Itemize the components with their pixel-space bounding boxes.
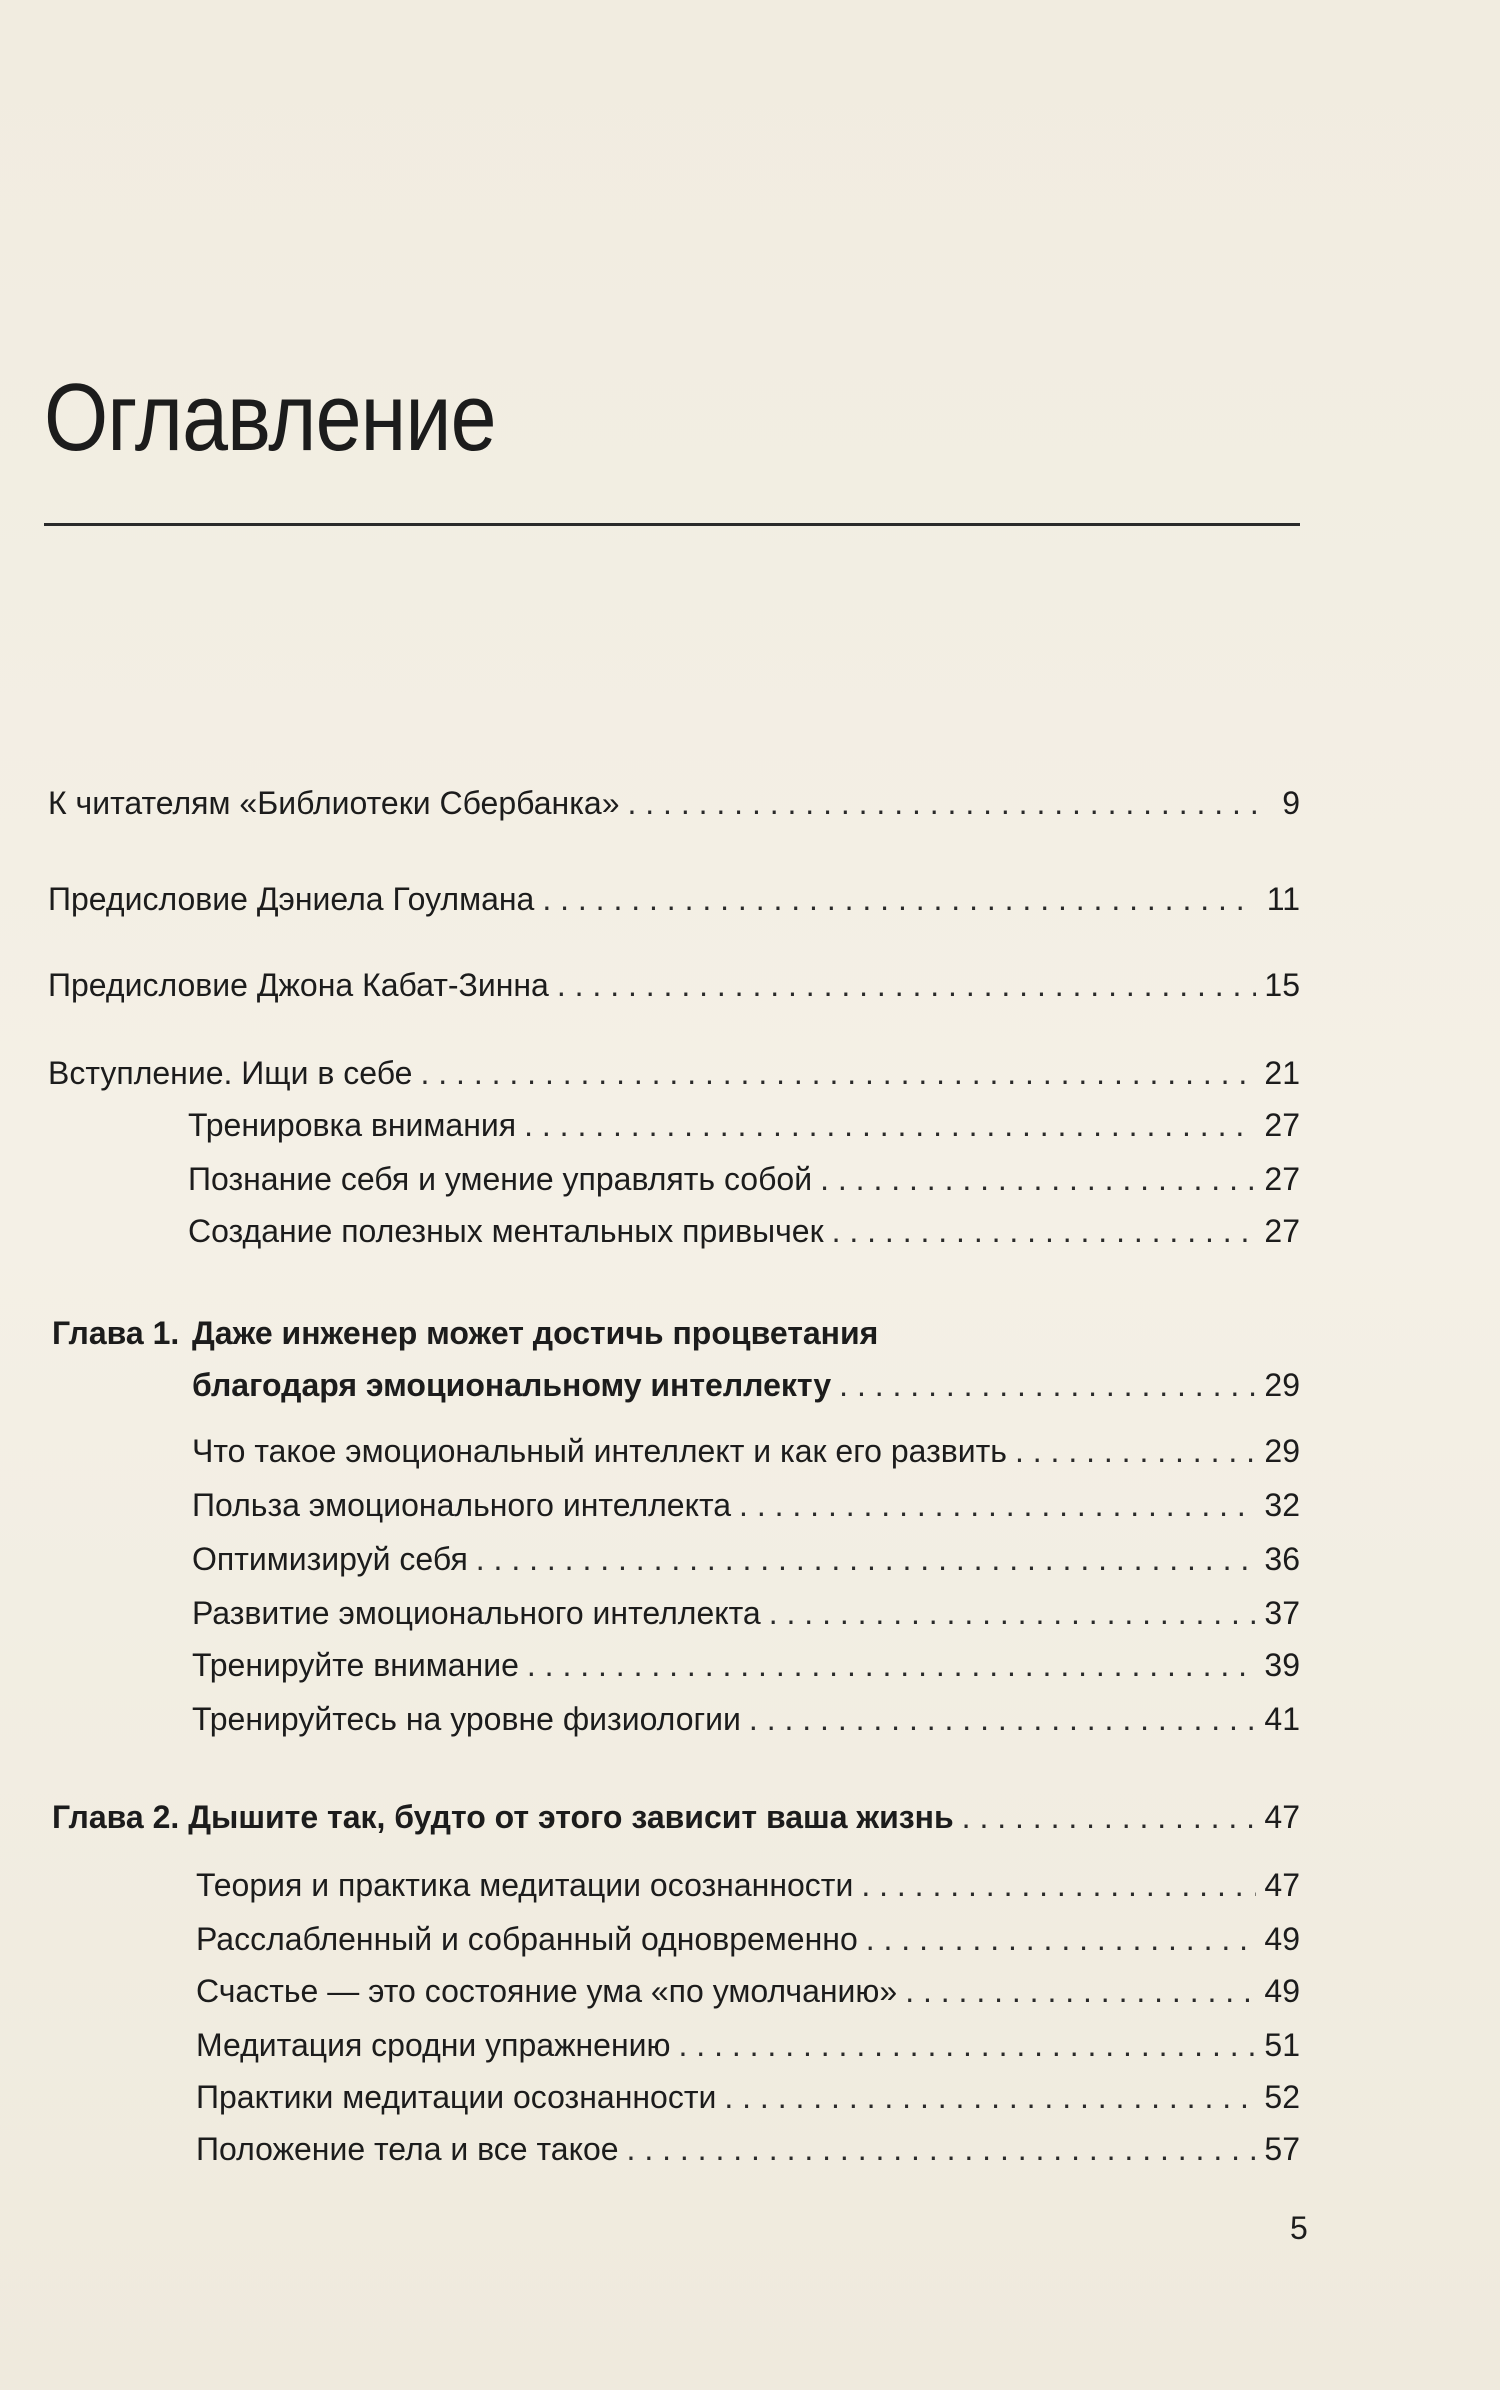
toc-entry-page: 52 xyxy=(1264,2079,1300,2115)
dot-leader xyxy=(623,2130,1256,2168)
dot-leader xyxy=(901,1972,1256,2010)
toc-subentry[interactable] xyxy=(196,2026,1300,2064)
toc-subentry[interactable] xyxy=(196,2130,1300,2168)
toc-entry-label: Польза эмоционального интеллекта xyxy=(192,1487,732,1523)
toc-entry-label: Оптимизируй себя xyxy=(192,1541,468,1577)
dot-leader xyxy=(623,784,1256,822)
dot-leader xyxy=(857,1866,1256,1904)
toc-entry-label: Предисловие Дэниела Гоулмана xyxy=(48,881,535,917)
toc-entry-label: Тренировка внимания xyxy=(188,1107,517,1143)
toc-entry-page: 51 xyxy=(1264,2027,1300,2063)
toc-entry-label: Тренируйтесь на уровне физиологии xyxy=(192,1701,741,1737)
toc-entry-page: 27 xyxy=(1264,1161,1300,1197)
toc-entry-label: Медитация сродни упражнению xyxy=(196,2027,671,2063)
toc-subentry[interactable] xyxy=(188,1160,1300,1198)
dot-leader xyxy=(862,1920,1256,1958)
dot-leader xyxy=(538,880,1256,918)
toc-entry-label: Практики медитации осознанности xyxy=(196,2079,717,2115)
toc-entry-page: 27 xyxy=(1264,1107,1300,1143)
toc-entry-page: 29 xyxy=(1264,1367,1300,1403)
toc-entry[interactable] xyxy=(48,784,1300,822)
toc-entry-label: Развитие эмоционального интеллекта xyxy=(192,1595,761,1631)
toc-entry-page: 47 xyxy=(1264,1867,1300,1903)
toc-subentry[interactable] xyxy=(192,1594,1300,1632)
toc-subentry[interactable] xyxy=(192,1700,1300,1738)
toc-entry-page: 9 xyxy=(1282,785,1300,821)
toc-entry-label: Даже инженер может достичь процветания xyxy=(192,1315,879,1351)
toc-subentry[interactable] xyxy=(192,1540,1300,1578)
dot-leader xyxy=(765,1594,1256,1632)
toc-entry-page: 32 xyxy=(1264,1487,1300,1523)
toc-entry-page: 37 xyxy=(1264,1595,1300,1631)
toc-entry-page: 21 xyxy=(1264,1055,1300,1091)
page-number: 5 xyxy=(1290,2210,1308,2246)
toc-entry-page: 49 xyxy=(1264,1973,1300,2009)
toc-entry-page: 36 xyxy=(1264,1541,1300,1577)
toc-entry-page: 49 xyxy=(1264,1921,1300,1957)
toc-chapter-entry[interactable] xyxy=(192,1366,1300,1404)
toc-subentry[interactable] xyxy=(188,1212,1300,1250)
toc-entry-label: Счастье — это состояние ума «по умолчанию» xyxy=(196,1973,898,2009)
dot-leader xyxy=(735,1486,1256,1524)
toc-entry-label: Вступление. Ищи в себе xyxy=(48,1055,413,1091)
toc-entry-label: Расслабленный и собранный одновременно xyxy=(196,1921,858,1957)
toc-entry-page: 15 xyxy=(1264,967,1300,1003)
dot-leader xyxy=(523,1646,1256,1684)
page-title: Оглавление xyxy=(44,364,496,471)
dot-leader xyxy=(745,1700,1256,1738)
toc-subentry[interactable] xyxy=(196,1866,1300,1904)
toc-entry-label: К читателям «Библиотеки Сбербанка» xyxy=(48,785,620,821)
toc-entry-label: благодаря эмоциональному интеллекту xyxy=(192,1367,832,1403)
toc-entry-page: 39 xyxy=(1264,1647,1300,1683)
toc-entry-label: Что такое эмоциональный интеллект и как его развить xyxy=(192,1433,1007,1469)
toc-entry-label: Положение тела и все такое xyxy=(196,2131,619,2167)
toc-subentry[interactable] xyxy=(196,1920,1300,1958)
dot-leader xyxy=(675,2026,1256,2064)
toc-entry[interactable] xyxy=(48,1054,1300,1092)
toc-chapter-entry[interactable] xyxy=(52,1798,1300,1836)
toc-entry-page: 47 xyxy=(1264,1799,1300,1835)
toc-entry-page: 57 xyxy=(1264,2131,1300,2167)
toc-subentry[interactable] xyxy=(192,1646,1300,1684)
toc-entry-label: Теория и практика медитации осознанности xyxy=(196,1867,854,1903)
dot-leader xyxy=(1011,1432,1256,1470)
dot-leader xyxy=(472,1540,1256,1578)
toc-subentry[interactable] xyxy=(192,1486,1300,1524)
dot-leader xyxy=(720,2078,1256,2116)
toc-entry-label: Глава 2. Дышите так, будто от этого зависит ваша жизнь xyxy=(52,1799,954,1835)
dot-leader xyxy=(958,1798,1256,1836)
toc-subentry[interactable] xyxy=(196,1972,1300,2010)
toc-subentry[interactable] xyxy=(196,2078,1300,2116)
toc-entry-page: 11 xyxy=(1266,881,1300,917)
toc-entry[interactable] xyxy=(48,880,1300,918)
dot-leader xyxy=(520,1106,1256,1144)
dot-leader xyxy=(835,1366,1256,1404)
toc-chapter-title-line[interactable] xyxy=(192,1314,926,1352)
dot-leader xyxy=(816,1160,1256,1198)
dot-leader xyxy=(416,1054,1256,1092)
chapter-number: Глава 1. xyxy=(52,1315,180,1351)
toc-entry-label: Тренируйте внимание xyxy=(192,1647,519,1683)
toc-entry-label: Познание себя и умение управлять собой xyxy=(188,1161,813,1197)
toc-entry[interactable] xyxy=(48,966,1300,1004)
toc-subentry[interactable] xyxy=(192,1432,1300,1470)
toc-entry-page: 41 xyxy=(1264,1701,1300,1737)
toc-subentry[interactable] xyxy=(188,1106,1300,1144)
toc-entry-label: Предисловие Джона Кабат-Зинна xyxy=(48,967,549,1003)
dot-leader xyxy=(553,966,1256,1004)
dot-leader xyxy=(828,1212,1256,1250)
toc-entry-label: Создание полезных ментальных привычек xyxy=(188,1213,824,1249)
toc-entry-page: 29 xyxy=(1264,1433,1300,1469)
toc-entry-page: 27 xyxy=(1264,1213,1300,1249)
